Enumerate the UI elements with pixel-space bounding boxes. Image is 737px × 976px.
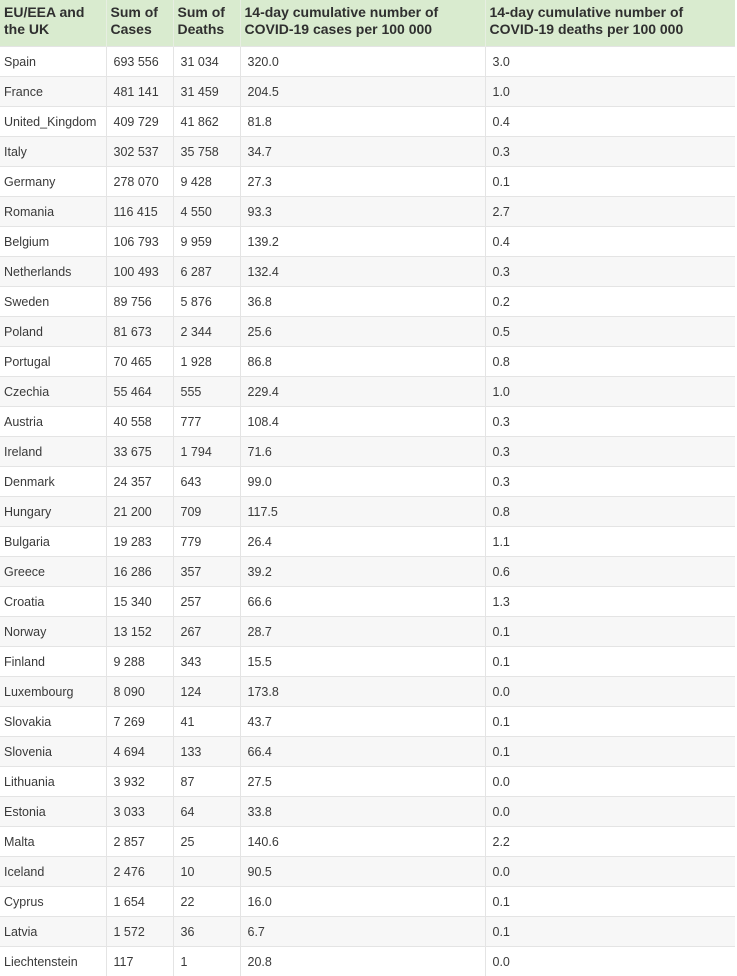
deaths-per-100k-cell: 2.2 (485, 827, 735, 857)
cases-cell: 19 283 (106, 527, 173, 557)
cases-per-100k-cell: 320.0 (240, 47, 485, 77)
table-row (0, 407, 735, 437)
country-cell: Czechia (0, 377, 106, 407)
table-row (0, 707, 735, 737)
deaths-cell: 31 034 (173, 47, 240, 77)
cases-cell: 21 200 (106, 497, 173, 527)
table-row (0, 737, 735, 767)
deaths-per-100k-cell: 0.1 (485, 917, 735, 947)
cases-cell: 40 558 (106, 407, 173, 437)
cases-per-100k-cell: 39.2 (240, 557, 485, 587)
cases-per-100k-cell: 66.6 (240, 587, 485, 617)
cases-per-100k-cell: 27.3 (240, 167, 485, 197)
deaths-per-100k-cell: 0.4 (485, 227, 735, 257)
country-cell: Cyprus (0, 887, 106, 917)
country-cell: Luxembourg (0, 677, 106, 707)
deaths-cell: 64 (173, 797, 240, 827)
table-row (0, 557, 735, 587)
deaths-per-100k-cell: 0.1 (485, 737, 735, 767)
country-cell: Germany (0, 167, 106, 197)
table-row (0, 317, 735, 347)
cases-per-100k-cell: 20.8 (240, 947, 485, 976)
table-header (0, 0, 735, 47)
cases-cell: 278 070 (106, 167, 173, 197)
table-row (0, 137, 735, 167)
deaths-cell: 1 794 (173, 437, 240, 467)
country-cell: Spain (0, 47, 106, 77)
cases-cell: 3 932 (106, 767, 173, 797)
cases-cell: 481 141 (106, 77, 173, 107)
table-row (0, 917, 735, 947)
country-cell: Iceland (0, 857, 106, 887)
cases-cell: 15 340 (106, 587, 173, 617)
cases-per-100k-cell: 229.4 (240, 377, 485, 407)
country-cell: United_Kingdom (0, 107, 106, 137)
deaths-per-100k-cell: 0.0 (485, 677, 735, 707)
deaths-cell: 555 (173, 377, 240, 407)
cases-cell: 106 793 (106, 227, 173, 257)
cases-per-100k-cell: 132.4 (240, 257, 485, 287)
cases-cell: 2 476 (106, 857, 173, 887)
cases-cell: 89 756 (106, 287, 173, 317)
table-row (0, 107, 735, 137)
deaths-per-100k-cell: 1.0 (485, 77, 735, 107)
cases-per-100k-cell: 173.8 (240, 677, 485, 707)
cases-cell: 117 (106, 947, 173, 976)
deaths-cell: 36 (173, 917, 240, 947)
deaths-per-100k-cell: 2.7 (485, 197, 735, 227)
cases-cell: 16 286 (106, 557, 173, 587)
table-row (0, 677, 735, 707)
deaths-per-100k-cell: 0.0 (485, 797, 735, 827)
deaths-cell: 35 758 (173, 137, 240, 167)
cases-per-100k-cell: 66.4 (240, 737, 485, 767)
column-header-cases-per-100k: 14-day cumulative number of COVID-19 cases per 100 000 (240, 0, 485, 47)
table-row (0, 617, 735, 647)
country-cell: Slovakia (0, 707, 106, 737)
cases-per-100k-cell: 34.7 (240, 137, 485, 167)
deaths-per-100k-cell: 0.0 (485, 947, 735, 976)
table-row (0, 257, 735, 287)
table-row (0, 437, 735, 467)
deaths-per-100k-cell: 0.0 (485, 857, 735, 887)
deaths-per-100k-cell: 0.3 (485, 467, 735, 497)
deaths-cell: 10 (173, 857, 240, 887)
country-cell: Belgium (0, 227, 106, 257)
country-cell: Poland (0, 317, 106, 347)
deaths-cell: 267 (173, 617, 240, 647)
deaths-per-100k-cell: 0.1 (485, 167, 735, 197)
cases-per-100k-cell: 27.5 (240, 767, 485, 797)
deaths-per-100k-cell: 1.1 (485, 527, 735, 557)
deaths-cell: 25 (173, 827, 240, 857)
cases-per-100k-cell: 108.4 (240, 407, 485, 437)
deaths-cell: 777 (173, 407, 240, 437)
country-cell: Portugal (0, 347, 106, 377)
cases-per-100k-cell: 43.7 (240, 707, 485, 737)
country-cell: Malta (0, 827, 106, 857)
cases-cell: 302 537 (106, 137, 173, 167)
cases-per-100k-cell: 90.5 (240, 857, 485, 887)
table-row (0, 287, 735, 317)
deaths-cell: 31 459 (173, 77, 240, 107)
cases-per-100k-cell: 28.7 (240, 617, 485, 647)
deaths-per-100k-cell: 0.3 (485, 257, 735, 287)
country-cell: Slovenia (0, 737, 106, 767)
table-row (0, 197, 735, 227)
deaths-per-100k-cell: 0.4 (485, 107, 735, 137)
deaths-cell: 1 928 (173, 347, 240, 377)
deaths-per-100k-cell: 0.1 (485, 887, 735, 917)
cases-cell: 1 654 (106, 887, 173, 917)
table-row (0, 767, 735, 797)
table-row (0, 647, 735, 677)
table-row (0, 497, 735, 527)
deaths-per-100k-cell: 0.3 (485, 137, 735, 167)
table-row (0, 527, 735, 557)
country-cell: Italy (0, 137, 106, 167)
column-header-deaths-per-100k: 14-day cumulative number of COVID-19 deaths per 100 000 (485, 0, 735, 47)
cases-cell: 24 357 (106, 467, 173, 497)
cases-per-100k-cell: 93.3 (240, 197, 485, 227)
deaths-cell: 133 (173, 737, 240, 767)
cases-per-100k-cell: 204.5 (240, 77, 485, 107)
cases-per-100k-cell: 139.2 (240, 227, 485, 257)
deaths-per-100k-cell: 0.5 (485, 317, 735, 347)
deaths-per-100k-cell: 3.0 (485, 47, 735, 77)
cases-cell: 33 675 (106, 437, 173, 467)
cases-cell: 13 152 (106, 617, 173, 647)
country-cell: Liechtenstein (0, 947, 106, 976)
table-row (0, 377, 735, 407)
deaths-per-100k-cell: 0.1 (485, 617, 735, 647)
deaths-per-100k-cell: 0.1 (485, 647, 735, 677)
deaths-cell: 257 (173, 587, 240, 617)
country-cell: Denmark (0, 467, 106, 497)
deaths-per-100k-cell: 0.1 (485, 707, 735, 737)
cases-cell: 9 288 (106, 647, 173, 677)
country-cell: Austria (0, 407, 106, 437)
cases-cell: 4 694 (106, 737, 173, 767)
deaths-cell: 9 428 (173, 167, 240, 197)
deaths-per-100k-cell: 0.2 (485, 287, 735, 317)
cases-per-100k-cell: 25.6 (240, 317, 485, 347)
deaths-per-100k-cell: 0.0 (485, 767, 735, 797)
cases-per-100k-cell: 16.0 (240, 887, 485, 917)
deaths-cell: 6 287 (173, 257, 240, 287)
cases-cell: 55 464 (106, 377, 173, 407)
cases-cell: 2 857 (106, 827, 173, 857)
table-row (0, 167, 735, 197)
table-row (0, 77, 735, 107)
table-row (0, 857, 735, 887)
table-row (0, 47, 735, 77)
country-cell: Lithuania (0, 767, 106, 797)
country-cell: Finland (0, 647, 106, 677)
deaths-cell: 22 (173, 887, 240, 917)
deaths-cell: 41 (173, 707, 240, 737)
table-row (0, 887, 735, 917)
table-body (0, 47, 735, 976)
cases-cell: 1 572 (106, 917, 173, 947)
table-row (0, 227, 735, 257)
cases-per-100k-cell: 99.0 (240, 467, 485, 497)
cases-per-100k-cell: 6.7 (240, 917, 485, 947)
cases-per-100k-cell: 86.8 (240, 347, 485, 377)
cases-per-100k-cell: 26.4 (240, 527, 485, 557)
table-row (0, 797, 735, 827)
deaths-per-100k-cell: 1.3 (485, 587, 735, 617)
country-cell: Ireland (0, 437, 106, 467)
country-cell: France (0, 77, 106, 107)
deaths-cell: 357 (173, 557, 240, 587)
deaths-cell: 5 876 (173, 287, 240, 317)
deaths-cell: 2 344 (173, 317, 240, 347)
deaths-cell: 709 (173, 497, 240, 527)
table-row (0, 587, 735, 617)
cases-cell: 8 090 (106, 677, 173, 707)
cases-per-100k-cell: 33.8 (240, 797, 485, 827)
deaths-cell: 1 (173, 947, 240, 976)
cases-cell: 693 556 (106, 47, 173, 77)
cases-cell: 116 415 (106, 197, 173, 227)
table-row (0, 467, 735, 497)
deaths-per-100k-cell: 0.8 (485, 347, 735, 377)
country-cell: Hungary (0, 497, 106, 527)
column-header-country: EU/EEA and the UK (0, 0, 106, 47)
deaths-cell: 87 (173, 767, 240, 797)
deaths-per-100k-cell: 0.8 (485, 497, 735, 527)
table-row (0, 827, 735, 857)
deaths-per-100k-cell: 0.3 (485, 437, 735, 467)
cases-cell: 3 033 (106, 797, 173, 827)
cases-cell: 100 493 (106, 257, 173, 287)
deaths-per-100k-cell: 1.0 (485, 377, 735, 407)
country-cell: Latvia (0, 917, 106, 947)
country-cell: Sweden (0, 287, 106, 317)
country-cell: Bulgaria (0, 527, 106, 557)
cases-cell: 7 269 (106, 707, 173, 737)
cases-per-100k-cell: 140.6 (240, 827, 485, 857)
cases-cell: 70 465 (106, 347, 173, 377)
deaths-cell: 643 (173, 467, 240, 497)
country-cell: Estonia (0, 797, 106, 827)
column-header-cases: Sum of Cases (106, 0, 173, 47)
cases-per-100k-cell: 15.5 (240, 647, 485, 677)
table-row (0, 347, 735, 377)
country-cell: Romania (0, 197, 106, 227)
cases-per-100k-cell: 117.5 (240, 497, 485, 527)
cases-cell: 409 729 (106, 107, 173, 137)
deaths-cell: 124 (173, 677, 240, 707)
country-cell: Greece (0, 557, 106, 587)
country-cell: Netherlands (0, 257, 106, 287)
deaths-per-100k-cell: 0.3 (485, 407, 735, 437)
cases-cell: 81 673 (106, 317, 173, 347)
country-cell: Croatia (0, 587, 106, 617)
cases-per-100k-cell: 71.6 (240, 437, 485, 467)
cases-per-100k-cell: 81.8 (240, 107, 485, 137)
cases-per-100k-cell: 36.8 (240, 287, 485, 317)
table-row (0, 947, 735, 976)
deaths-per-100k-cell: 0.6 (485, 557, 735, 587)
deaths-cell: 9 959 (173, 227, 240, 257)
deaths-cell: 4 550 (173, 197, 240, 227)
deaths-cell: 41 862 (173, 107, 240, 137)
header-row (0, 0, 735, 47)
country-cell: Norway (0, 617, 106, 647)
column-header-deaths: Sum of Deaths (173, 0, 240, 47)
deaths-cell: 779 (173, 527, 240, 557)
deaths-cell: 343 (173, 647, 240, 677)
